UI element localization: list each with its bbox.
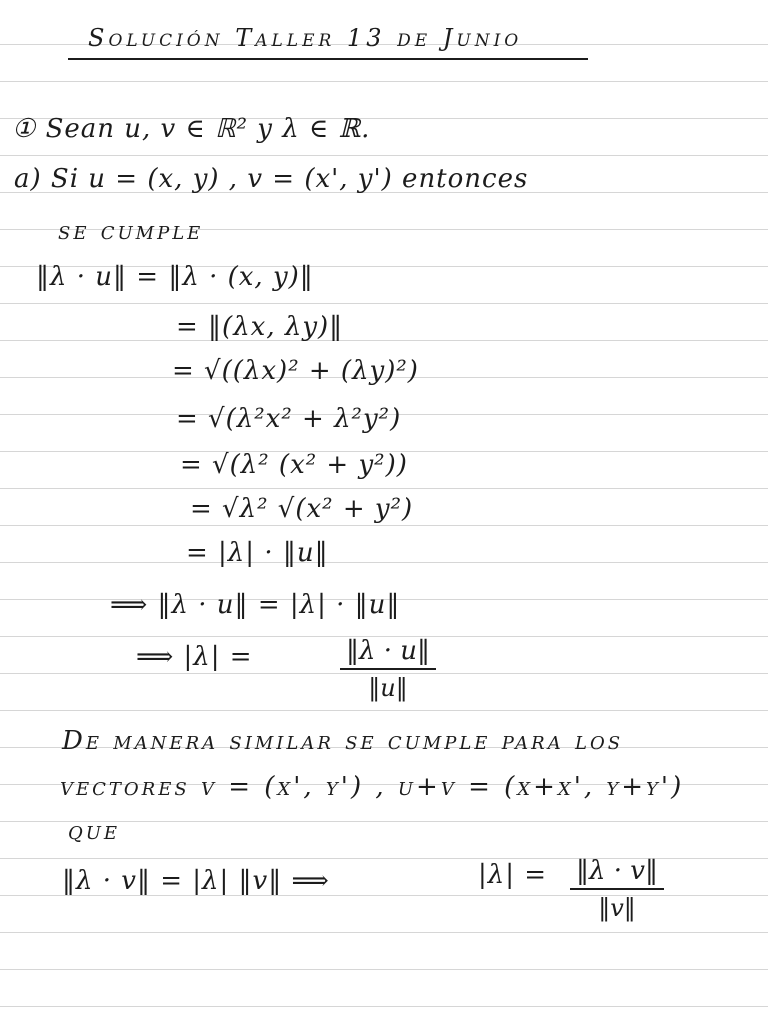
line-if: a) Si u = (x, y) , v = (x', y') entonces <box>14 164 529 194</box>
line-implies-1: ⟹ ‖λ · u‖ = |λ| · ‖u‖ <box>110 590 401 620</box>
fraction-u-denominator: ‖u‖ <box>368 674 408 702</box>
line-step-6: = |λ| · ‖u‖ <box>186 538 329 568</box>
line-implies-3: |λ| = <box>478 860 548 890</box>
line-holds: se cumple <box>58 216 204 246</box>
line-given: ① Sean u, v ∈ ℝ² y λ ∈ ℝ. <box>12 114 371 144</box>
line-implies-2: ⟹ |λ| = <box>136 642 253 672</box>
line-step-5: = √λ² √(x² + y²) <box>190 494 414 524</box>
line-step-3: = √(λ²x² + λ²y²) <box>176 404 402 434</box>
fraction-v-denominator: ‖v‖ <box>598 894 636 922</box>
line-norm-v: ‖λ · v‖ = |λ| ‖v‖ ⟹ <box>62 866 330 896</box>
line-step-4: = √(λ² (x² + y²)) <box>180 450 408 480</box>
line-norm-start: ‖λ · u‖ = ‖λ · (x, y)‖ <box>36 262 314 292</box>
line-vectors: vectores v = (x', y') , u+v = (x+x', y+y') <box>60 772 685 802</box>
line-that: que <box>68 816 121 846</box>
page-title: Solución Taller 13 de Junio <box>88 24 523 52</box>
line-step-1: = ‖(λx, λy)‖ <box>176 312 344 342</box>
title-underline <box>68 58 588 60</box>
fraction-u-numerator: ‖λ · u‖ <box>346 636 431 666</box>
line-step-2: = √((λx)² + (λy)²) <box>172 356 419 386</box>
fraction-v <box>570 856 664 922</box>
fraction-u <box>340 636 436 702</box>
fraction-v-numerator: ‖λ · v‖ <box>576 856 658 886</box>
line-similarly: De manera similar se cumple para los <box>62 726 624 756</box>
